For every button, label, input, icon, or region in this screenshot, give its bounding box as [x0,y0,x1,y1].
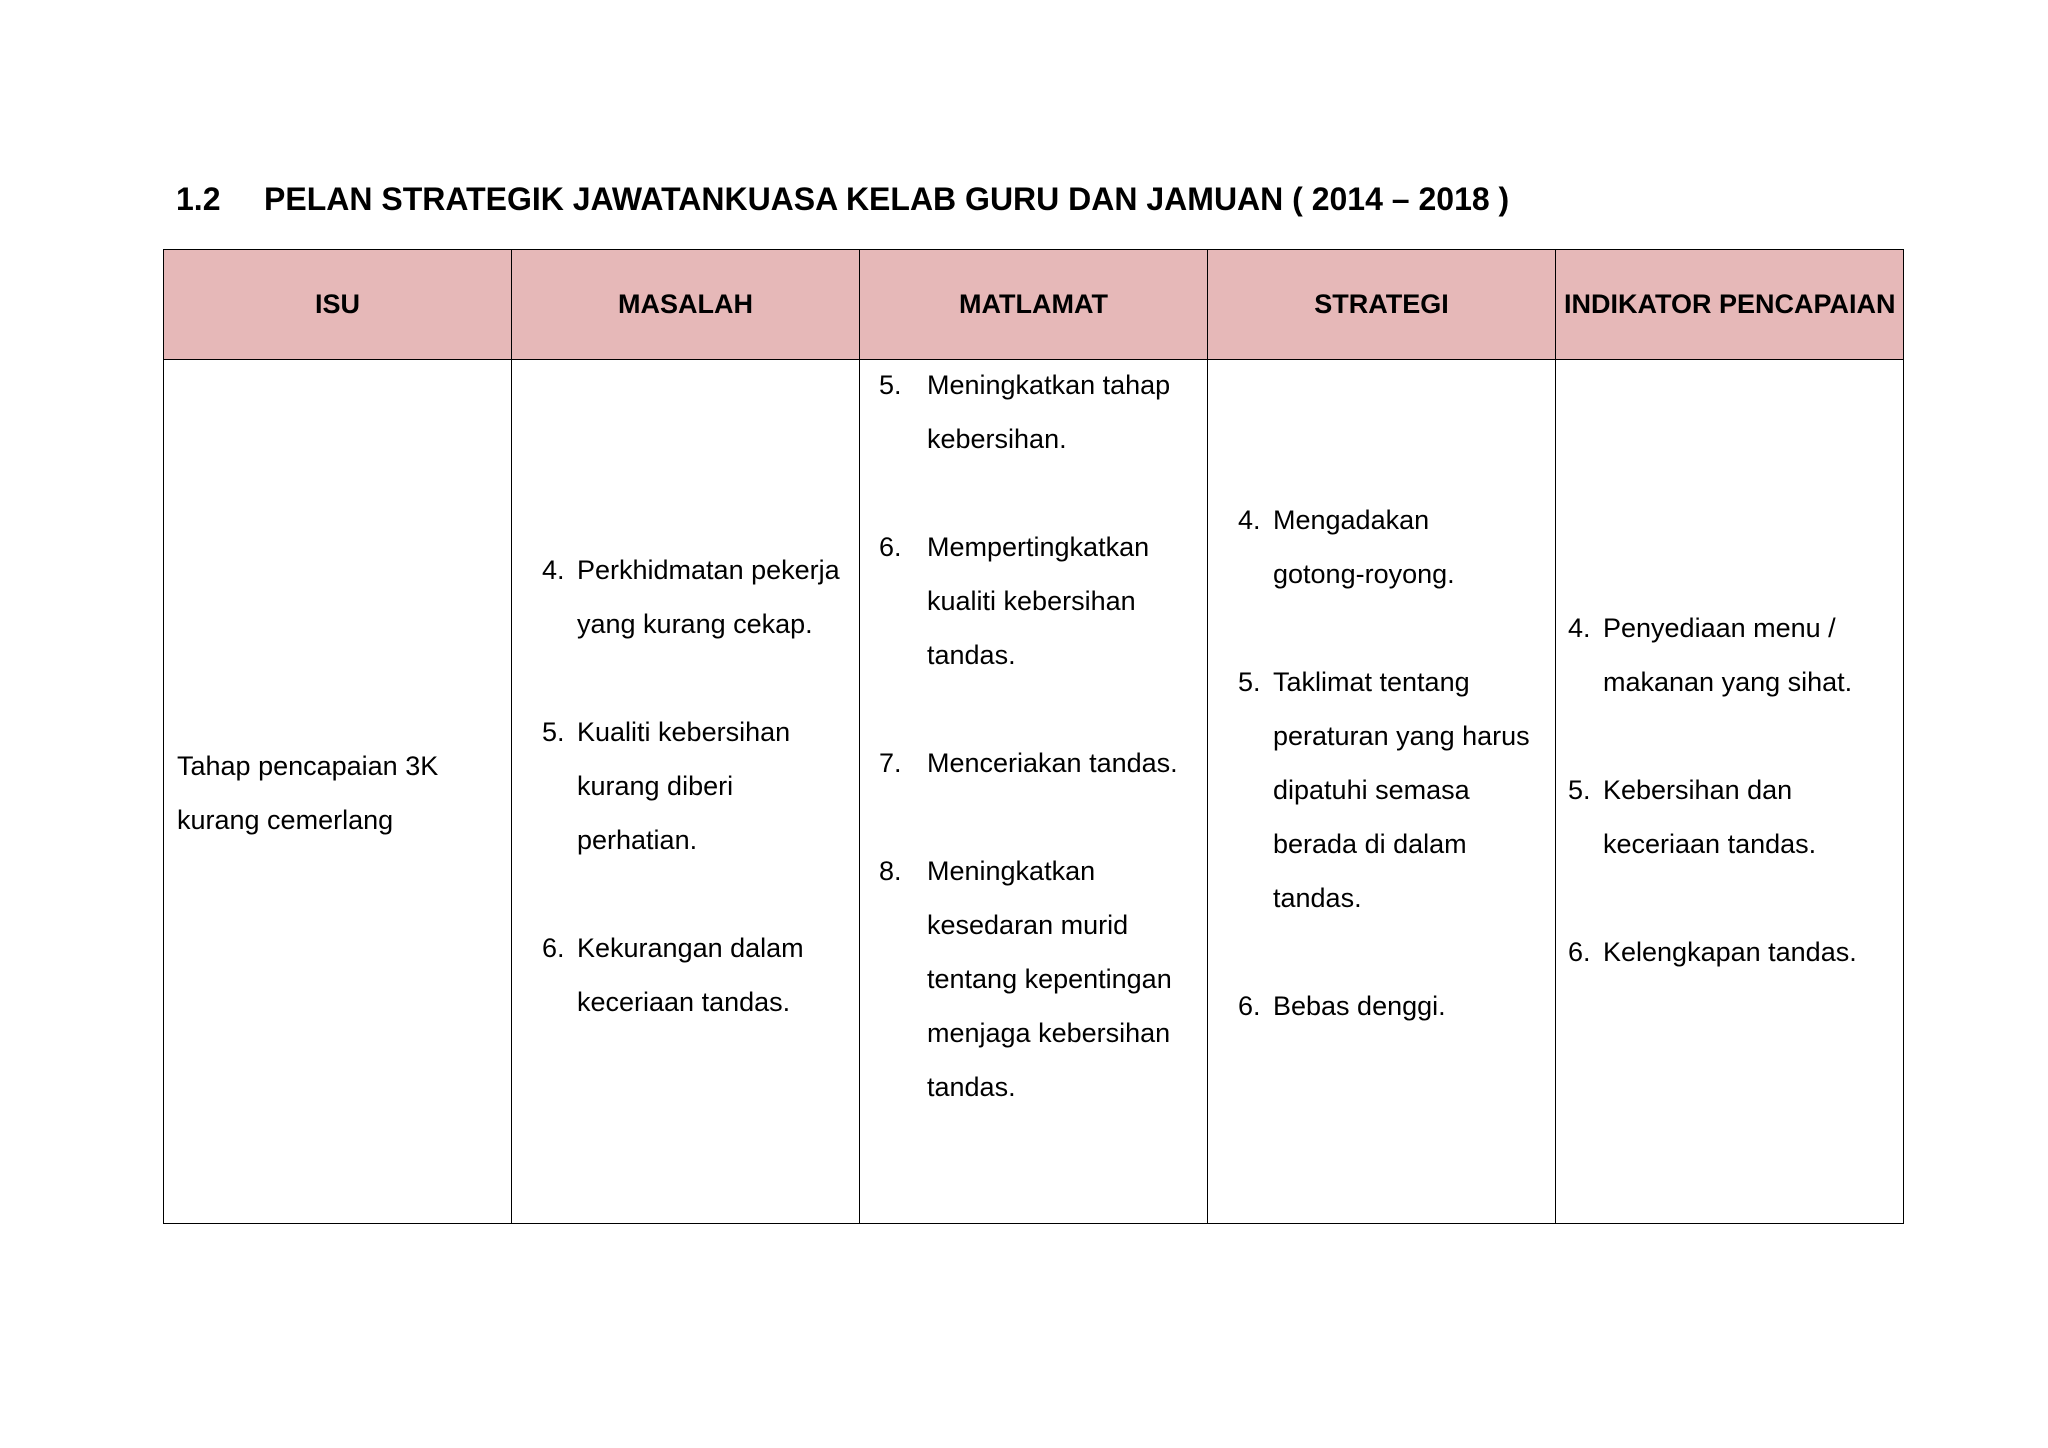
document-title: PELAN STRATEGIK JAWATANKUASA KELAB GURU DAN JAMUAN ( 2014 – 2018 ) [264,181,1510,217]
page-title [176,176,1509,222]
list-item [879,844,1197,1114]
cell-matlamat [860,360,1208,1224]
list-item [542,705,845,867]
cell-indikator-pencapaian [1556,360,1904,1224]
isu-text [164,739,511,847]
isu-line: Tahap pencapaian 3K [177,750,439,781]
item-line: tandas. [1273,882,1362,913]
item-line: Kekurangan dalam [577,932,804,963]
item-number: 5. [542,716,565,747]
item-line: Meningkatkan tahap [927,370,1171,400]
table-header-row [164,250,1904,360]
cell-masalah [512,360,860,1224]
item-number: 6. [1568,936,1591,967]
item-line: Penyediaan menu / [1603,612,1836,643]
item-line: Bebas denggi. [1273,990,1446,1021]
item-number: 5. [1238,666,1261,697]
item-number: 6. [1238,990,1261,1021]
list-item [1238,979,1541,1033]
indikator-list [1556,601,1903,979]
list-item [1568,925,1893,979]
list-item [879,358,1197,466]
list-item [1568,763,1893,871]
item-line: keceriaan tandas. [577,986,791,1017]
item-line: dipatuhi semasa [1273,774,1470,805]
item-line: keceriaan tandas. [1603,828,1817,859]
item-number: 5. [879,370,902,400]
list-item [542,543,845,651]
item-number: 4. [542,554,565,585]
item-line: gotong-royong. [1273,558,1455,589]
item-line: kebersihan. [927,424,1067,454]
item-number: 5. [1568,774,1591,805]
item-line: Kebersihan dan [1603,774,1793,805]
item-line: kualiti kebersihan [927,586,1136,616]
item-number: 4. [1568,612,1591,643]
item-number: 6. [542,932,565,963]
strategi-list [1208,493,1555,1033]
cell-strategi [1208,360,1556,1224]
item-line: Kualiti kebersihan [577,716,791,747]
item-line: perhatian. [577,824,698,855]
list-item [1238,655,1541,925]
masalah-list [512,543,859,1029]
section-number: 1.2 [176,181,221,217]
header-indikator-pencapaian: INDIKATOR PENCAPAIAN [1556,250,1904,360]
item-line: yang kurang cekap. [577,608,813,639]
cell-isu [164,360,512,1224]
item-line: makanan yang sihat. [1603,666,1853,697]
header-strategi: STRATEGI [1208,250,1556,360]
item-line: Kelengkapan tandas. [1603,936,1857,967]
item-number: 6. [879,532,902,562]
list-item [879,736,1197,790]
list-item [1568,601,1893,709]
item-line: Meningkatkan [927,856,1096,886]
item-line: Mengadakan [1273,504,1430,535]
item-number: 7. [879,748,902,778]
item-line: Mempertingkatkan [927,532,1150,562]
item-line: peraturan yang harus [1273,720,1530,751]
strategic-plan-table [163,249,1904,1224]
item-line: kurang diberi [577,770,734,801]
header-isu: ISU [164,250,512,360]
list-item [542,921,845,1029]
list-item [1238,493,1541,601]
item-line: tandas. [927,640,1016,670]
item-line: menjaga kebersihan [927,1018,1171,1048]
item-line: berada di dalam [1273,828,1467,859]
list-item [879,520,1197,682]
table-row [164,360,1904,1224]
item-line: tentang kepentingan [927,964,1172,994]
matlamat-list [860,358,1207,1114]
header-masalah: MASALAH [512,250,860,360]
header-matlamat: MATLAMAT [860,250,1208,360]
isu-line: kurang cemerlang [177,804,394,835]
item-number: 8. [879,856,902,886]
item-line: kesedaran murid [927,910,1129,940]
item-line: Perkhidmatan pekerja [577,554,840,585]
item-line: Menceriakan tandas. [927,748,1178,778]
item-number: 4. [1238,504,1261,535]
item-line: tandas. [927,1072,1016,1102]
item-line: Taklimat tentang [1273,666,1470,697]
